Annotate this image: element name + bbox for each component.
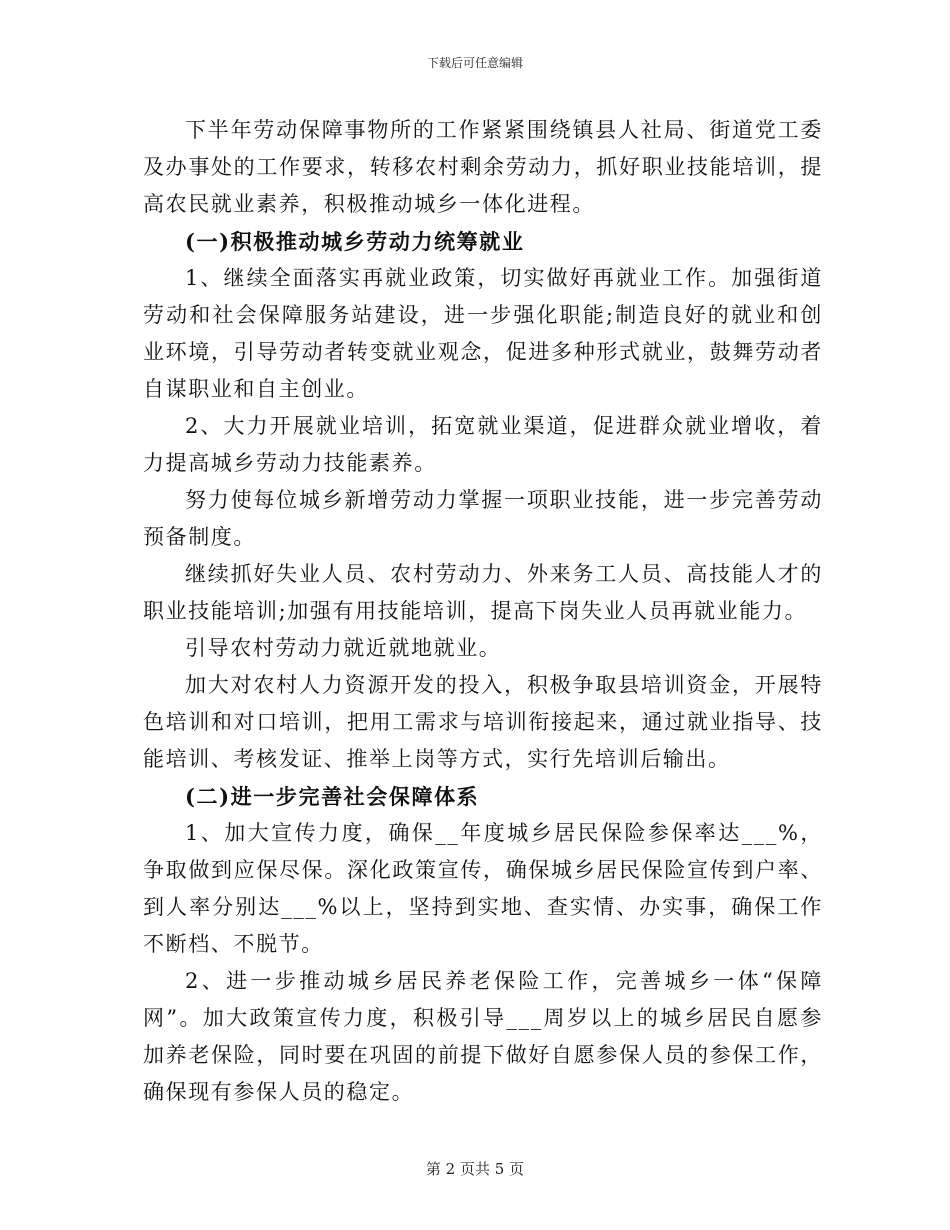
body-paragraph: 努力使每位城乡新增劳动力掌握一项职业技能，进一步完善劳动预备制度。 (143, 488, 823, 549)
body-paragraph: 2、大力开展就业培训，拓宽就业渠道，促进群众就业增收，着力提高城乡劳动力技能素养。 (143, 414, 823, 475)
document-body (143, 112, 823, 1111)
body-paragraph: 继续抓好失业人员、农村劳动力、外来务工人员、高技能人才的职业技能培训;加强有用技能培训，提高下岗失业人员再就业能力。 (143, 562, 823, 623)
intro-paragraph: 下半年劳动保障事物所的工作紧紧围绕镇县人社局、街道党工委及办事处的工作要求，转移农村剩余劳动力，抓好职业技能培训，提高农民就业素养，积极推动城乡一体化进程。 (143, 118, 823, 216)
page-header: 下载后可任意编辑 (426, 56, 523, 70)
body-paragraph: 1、加大宣传力度，确保__年度城乡居民保险参保率达___%，争取做到应保尽保。深化政策宣传，确保城乡居民保险宣传到户率、到人率分别达___%以上，坚持到实地、查实情、办实事，确保工作不断档、不脱节。 (143, 821, 823, 956)
section-heading-2: (二)进一步完善社会保障体系 (185, 784, 480, 809)
body-paragraph: 2、进一步推动城乡居民养老保险工作，完善城乡一体“保障网”。加大政策宣传力度，积极引导___周岁以上的城乡居民自愿参加养老保险，同时要在巩固的前提下做好自愿参保人员的参保工作，确保现有参保人员的稳定。 (143, 969, 823, 1104)
section-heading-1: (一)积极推动城乡劳动力统筹就业 (185, 229, 525, 254)
body-paragraph: 1、继续全面落实再就业政策，切实做好再就业工作。加强街道劳动和社会保障服务站建设，进一步强化职能;制造良好的就业和创业环境，引导劳动者转变就业观念，促进多种形式就业，鼓舞劳动者自谋职业和自主创业。 (143, 266, 823, 401)
page-footer: 第 2 页共 5 页 (425, 1160, 525, 1178)
body-paragraph: 引导农村劳动力就近就地就业。 (185, 636, 502, 660)
body-paragraph: 加大对农村人力资源开发的投入，积极争取县培训资金，开展特色培训和对口培训，把用工需求与培训衔接起来，通过就业指导、技能培训、考核发证、推举上岗等方式，实行先培训后输出。 (143, 673, 823, 771)
